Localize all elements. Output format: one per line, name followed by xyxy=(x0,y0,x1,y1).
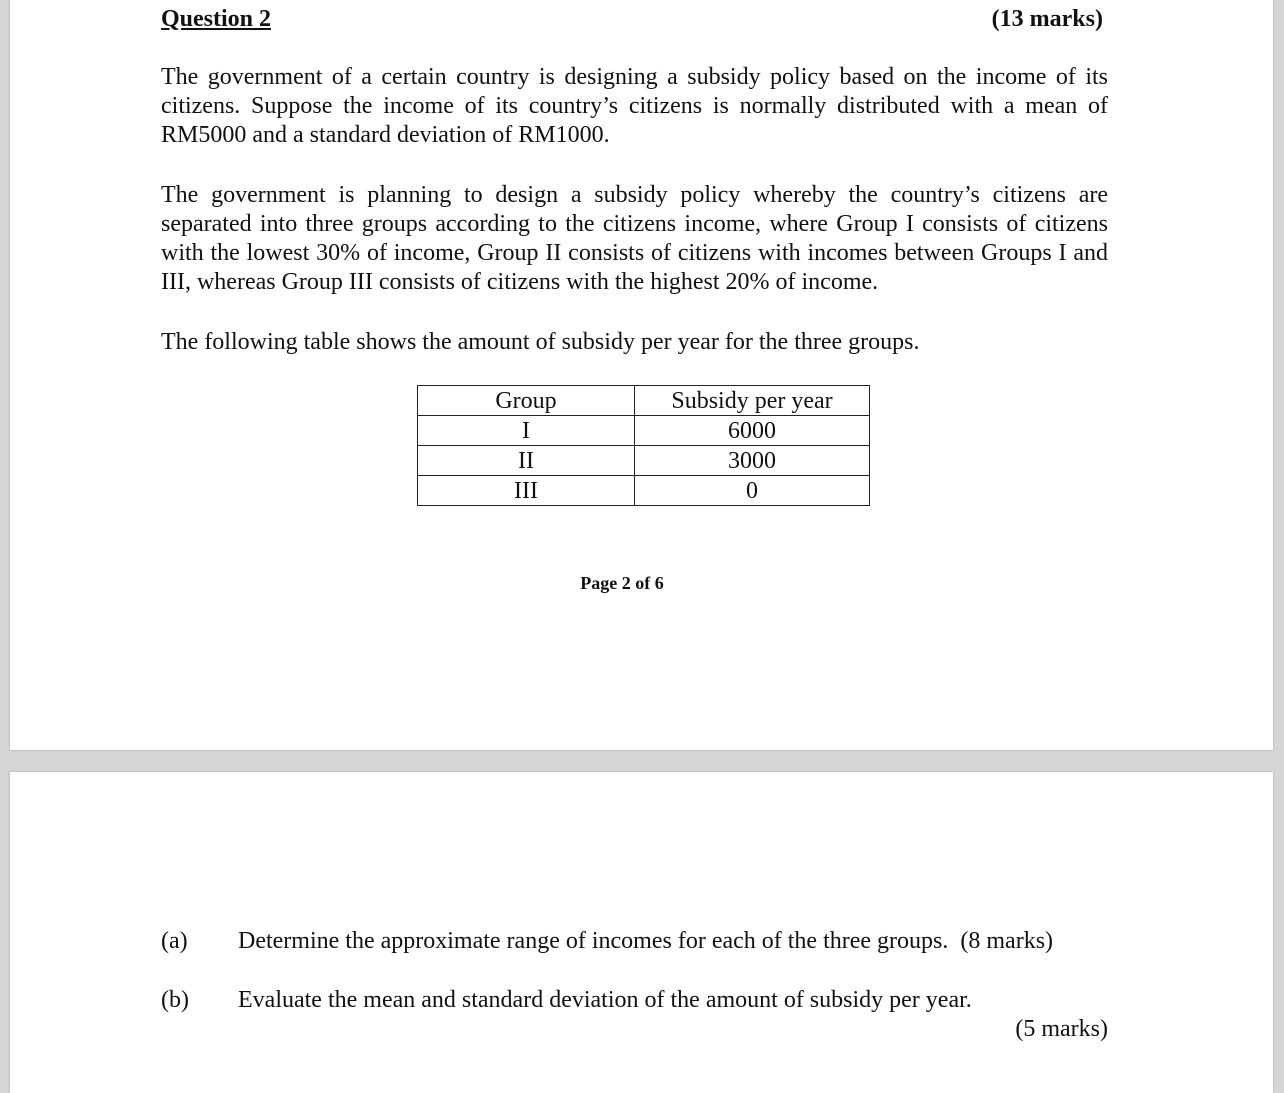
part-marks: (5 marks) xyxy=(1015,1016,1108,1042)
table-header-row xyxy=(418,386,870,416)
part-question: Determine the approximate range of incomes for each of the three groups. xyxy=(238,928,949,954)
question-header xyxy=(161,4,1103,34)
part-question: Evaluate the mean and standard deviation of the amount of subsidy per year. xyxy=(238,987,972,1013)
table-cell-subsidy: 3000 xyxy=(635,446,870,476)
question-paragraph: The government is planning to design a subsidy policy whereby the country’s citizens are separated into three groups according to the citizens income, where Group I consists of citizens with the lowest 30% of income, Group II consists of citizens with incomes between Groups I and III, whereas Group III consists of citizens with the highest 20% of income. xyxy=(161,182,1108,295)
table-cell-group: I xyxy=(418,416,635,446)
question-total-marks: (13 marks) xyxy=(991,6,1103,32)
question-title: Question 2 xyxy=(161,6,272,32)
question-paragraph: The following table shows the amount of subsidy per year for the three groups. xyxy=(161,329,920,355)
question-paragraph: The government of a certain country is designing a subsidy policy based on the income of its citizens. Suppose the income of its country’s citizens is normally distributed with a mean of RM5000 and a standard deviation of RM1000. xyxy=(161,64,1108,148)
table-cell-group: III xyxy=(418,476,635,506)
part-label: (b) xyxy=(161,987,189,1013)
table-cell-subsidy: 0 xyxy=(635,476,870,506)
table-header-cell: Group xyxy=(418,386,635,416)
part-marks: (8 marks) xyxy=(960,928,1054,954)
page-number: Page 2 of 6 xyxy=(580,573,664,593)
table-row xyxy=(418,446,870,476)
table-cell-subsidy: 6000 xyxy=(635,416,870,446)
part-text xyxy=(238,927,1053,956)
table-header-cell: Subsidy per year xyxy=(635,386,870,416)
table-row xyxy=(418,416,870,446)
document-page-3 xyxy=(10,772,1273,1093)
subsidy-table xyxy=(417,385,870,506)
document-page-2 xyxy=(10,0,1273,750)
part-label: (a) xyxy=(161,928,188,954)
table-cell-group: II xyxy=(418,446,635,476)
table-row xyxy=(418,476,870,506)
